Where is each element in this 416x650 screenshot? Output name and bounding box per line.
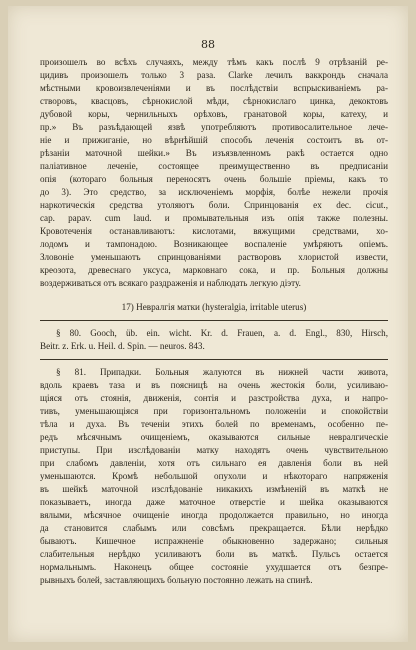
text-line: ніе и прижиганіе, но вѣрнѣйшій способъ леченія состоитъ въ от-	[40, 135, 388, 145]
text-line: редъ мѣсячнымъ очищеніемъ, оказываются сильные невралгическіе	[40, 432, 388, 442]
text-line: воздерживаться отъ всякаго раздраженія и наблюдать легкую діэту.	[40, 278, 301, 288]
text-line: Зловоніе уменьшаютъ спринцованіями растворовъ хлористой извести,	[40, 252, 388, 262]
text-line: наркотическія средства утоляютъ боли. Спринцованія ex dec. cicut.,	[40, 200, 388, 210]
text-line: бываютъ. Кишечное испражненіе обыкновенно задержано; сильныя	[40, 536, 388, 546]
text-line: щіяся отъ стоянія, движенія, сонтія и разстройства духа, и напро-	[40, 393, 388, 403]
text-line: лодомъ и тампонадою. Возникающее воспаленіе умѣряютъ опіемъ.	[40, 239, 388, 249]
text-line: створовъ, квасцовъ, сѣрнокислой мѣди, сѣрнокислаго цинка, декоктовъ	[40, 96, 388, 106]
paragraph-2	[40, 366, 388, 587]
text-line: дубовой коры, чернильныхъ орѣховъ, гранатовой коры, катеху, и	[40, 109, 388, 119]
text-line: тивъ, уменьшающіяся при горизонтальномъ положеніи и спокойствіи	[40, 406, 388, 416]
text-line: рывныхъ болей, заставляющихъ больную постоянно лежать на спинѣ.	[40, 575, 313, 585]
text-line: креозота, древеснаго уксуса, марковнаго сока, и пр. Больныя должны	[40, 265, 388, 275]
text-line: приступы. При изслѣдованіи матку находятъ очень чувствительною	[40, 445, 388, 455]
text-line: рѣзаніи маточной шейки.» Въ изъязвленномъ ракѣ остается одно	[40, 148, 388, 158]
text-line: нормальнымъ. Наконецъ общее состояніе ухудшается отъ безпре-	[40, 562, 388, 572]
section-title: 17) Невралгія матки (hysteralgia, irritable uterus)	[121, 302, 307, 312]
text-line: слабительныя нерѣдко усиливаютъ боли въ маткѣ. Пульсъ остается	[40, 549, 388, 559]
text-line: произошелъ во всѣхъ случаяхъ, между тѣмъ какъ послѣ 9 отрѣзаній ре-	[40, 57, 388, 67]
text-line: вдоль краевъ таза и въ поясницѣ на очень жестокія боли, усиливаю-	[40, 380, 388, 390]
text-line: цидивъ произошелъ только 3 раза. Clarke лечилъ ваккрондь сначала	[40, 70, 388, 80]
page-body	[40, 56, 388, 587]
text-line: въ шейкѣ маточной изслѣдованіе никакихъ измѣненій въ маткѣ не	[40, 484, 388, 494]
divider	[40, 359, 388, 360]
page-number: 88	[201, 38, 215, 51]
text-line: пр.» Въ разъѣдающей язвѣ употребляютъ противосалительное лече-	[40, 122, 388, 132]
text-line: cap. papav. cum laud. и промывательныя изъ опія также полезны.	[40, 213, 388, 223]
references	[40, 327, 388, 353]
text-line: Кровотеченія останавливаютъ: кислотами, вяжущими средствами, хо-	[40, 226, 388, 236]
text-line: при слабомъ давленіи, хотя отъ сильнаго ея давленія боли въ ней	[40, 458, 388, 468]
reference-line: § 80. Gooch, üb. ein. wicht. Kr. d. Frauen, a. d. Engl., 830, Hirsch,	[56, 328, 388, 338]
text-line: паліативное леченіе, состоящее преимущественно въ предписаніи	[40, 161, 388, 171]
reference-line: Beitr. z. Erk. u. Heil. d. Spin. — neuros. 843.	[40, 341, 205, 351]
text-line: опія (котораго больныя переносятъ очень большіе пріемы, какъ то	[40, 174, 388, 184]
text-line: § 81. Припадки. Больныя жалуются въ нижней части живота,	[56, 367, 388, 377]
text-line: уменьшаются. Кромѣ небольшой опухоли и нѣкотораго напряженія	[40, 471, 388, 481]
text-line: показываетъ, иногда даже маточное отверстіе и шейка оказываются	[40, 497, 388, 507]
divider	[40, 320, 388, 321]
text-line: тѣла и духа. Въ теченіи этихъ болей по временамъ, особенно пе-	[40, 419, 388, 429]
text-line: вялыми, мѣсячное очищеніе иногда продолжается правильно, но иногда	[40, 510, 388, 520]
text-line: мѣстными кровоизвлеченіями и въ послѣдствіи вспрыскиваніемъ ра-	[40, 83, 388, 93]
text-line: да становится слабымъ или совсѣмъ прекращается. Бѣли нерѣдко	[40, 523, 388, 533]
text-line: до 3). Это средство, за исключеніемъ морфія, болѣе нежели прочія	[40, 187, 388, 197]
book-page	[8, 6, 408, 642]
paragraph-1	[40, 56, 388, 290]
